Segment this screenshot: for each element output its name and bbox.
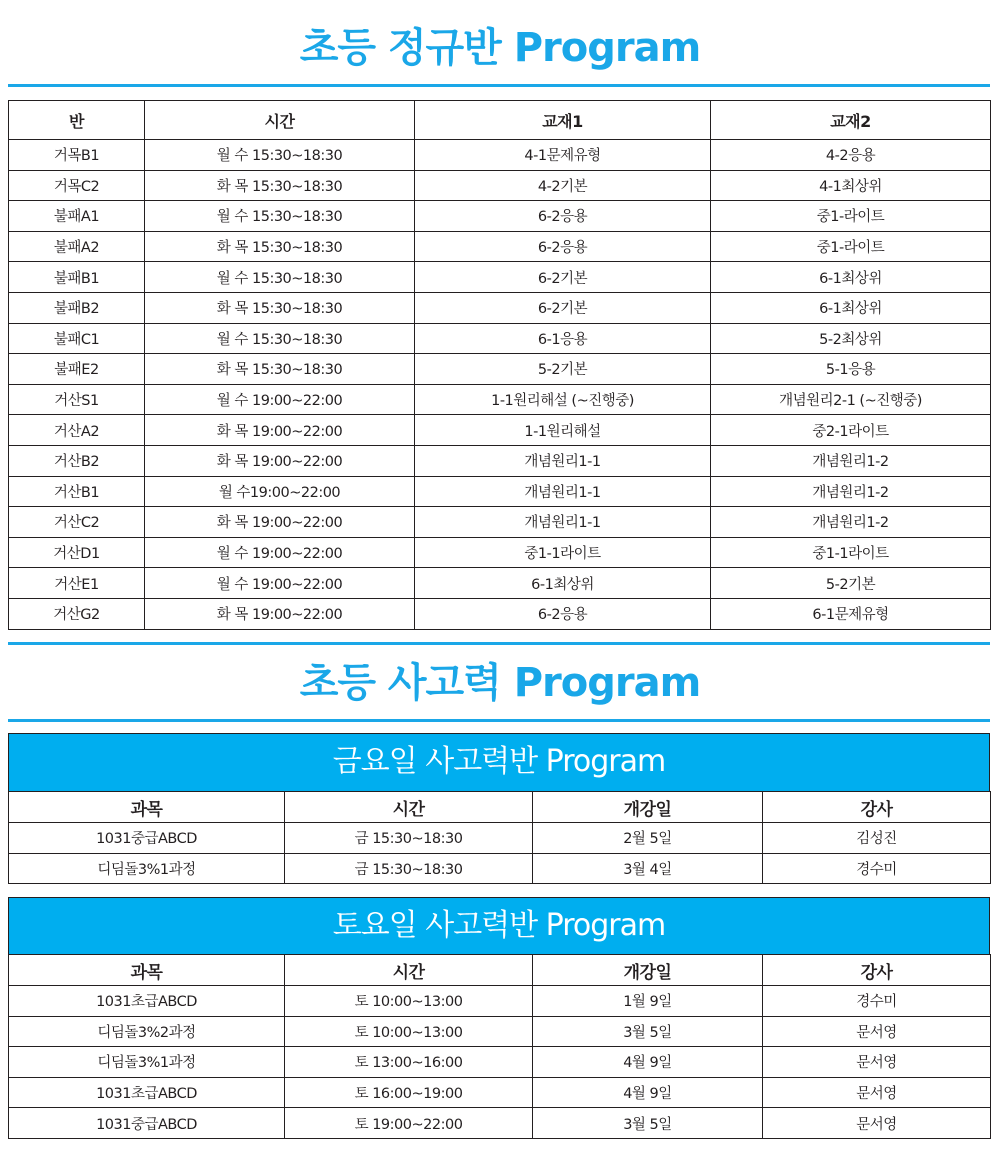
instructor-cell: 경수미 bbox=[763, 853, 991, 884]
textbook-2-cell: 중1-라이트 bbox=[711, 201, 991, 232]
subject-cell: 디딤돌3%1과정 bbox=[9, 853, 285, 884]
header-start-date: 개강일 bbox=[533, 792, 763, 823]
header-instructor: 강사 bbox=[763, 792, 991, 823]
time-cell: 화 목 15:30~18:30 bbox=[145, 231, 415, 262]
textbook-1-cell: 중1-1라이트 bbox=[415, 537, 711, 568]
header-time: 시간 bbox=[285, 955, 533, 986]
table-row bbox=[9, 231, 991, 262]
instructor-cell: 문서영 bbox=[763, 1077, 991, 1108]
textbook-1-cell: 6-2기본 bbox=[415, 292, 711, 323]
friday-banner: 금요일 사고력반 Program bbox=[8, 733, 990, 792]
section-divider bbox=[8, 642, 990, 645]
textbook-2-cell: 중2-1라이트 bbox=[711, 415, 991, 446]
textbook-2-cell: 중1-라이트 bbox=[711, 231, 991, 262]
textbook-2-cell: 개념원리1-2 bbox=[711, 476, 991, 507]
table-row bbox=[9, 415, 991, 446]
table-header-row bbox=[9, 101, 991, 140]
textbook-1-cell: 6-2응용 bbox=[415, 598, 711, 629]
time-cell: 월 수 15:30~18:30 bbox=[145, 262, 415, 293]
textbook-2-cell: 6-1최상위 bbox=[711, 292, 991, 323]
textbook-1-cell: 4-2기본 bbox=[415, 170, 711, 201]
class-cell: 거목C2 bbox=[9, 170, 145, 201]
table-row bbox=[9, 823, 991, 854]
textbook-2-cell: 6-1최상위 bbox=[711, 262, 991, 293]
textbook-1-cell: 6-2응용 bbox=[415, 201, 711, 232]
table-row bbox=[9, 323, 991, 354]
regular-table-body bbox=[9, 140, 991, 630]
instructor-cell: 문서영 bbox=[763, 1047, 991, 1078]
textbook-1-cell: 1-1원리해설 (~진행중) bbox=[415, 384, 711, 415]
time-cell: 월 수 19:00~22:00 bbox=[145, 384, 415, 415]
textbook-2-cell: 중1-1라이트 bbox=[711, 537, 991, 568]
textbook-1-cell: 개념원리1-1 bbox=[415, 445, 711, 476]
subject-cell: 1031중급ABCD bbox=[9, 1108, 285, 1139]
time-cell: 토 13:00~16:00 bbox=[285, 1047, 533, 1078]
table-row bbox=[9, 1047, 991, 1078]
class-cell: 거산C2 bbox=[9, 507, 145, 538]
textbook-2-cell: 개념원리1-2 bbox=[711, 445, 991, 476]
textbook-1-cell: 6-1최상위 bbox=[415, 568, 711, 599]
time-cell: 금 15:30~18:30 bbox=[285, 823, 533, 854]
class-cell: 불패A2 bbox=[9, 231, 145, 262]
textbook-1-cell: 4-1문제유형 bbox=[415, 140, 711, 171]
class-cell: 불패B1 bbox=[9, 262, 145, 293]
header-textbook-1: 교재1 bbox=[415, 101, 711, 140]
table-header-row bbox=[9, 792, 991, 823]
class-cell: 불패B2 bbox=[9, 292, 145, 323]
class-cell: 거산B1 bbox=[9, 476, 145, 507]
textbook-2-cell: 4-1최상위 bbox=[711, 170, 991, 201]
regular-program-title: 초등 정규반 Program bbox=[299, 25, 701, 71]
subject-cell: 디딤돌3%1과정 bbox=[9, 1047, 285, 1078]
start-date-cell: 2월 5일 bbox=[533, 823, 763, 854]
textbook-1-cell: 6-2응용 bbox=[415, 231, 711, 262]
time-cell: 토 10:00~13:00 bbox=[285, 986, 533, 1017]
textbook-1-cell: 5-2기본 bbox=[415, 354, 711, 385]
textbook-2-cell: 개념원리2-1 (~진행중) bbox=[711, 384, 991, 415]
time-cell: 월 수 19:00~22:00 bbox=[145, 568, 415, 599]
time-cell: 월 수 15:30~18:30 bbox=[145, 323, 415, 354]
table-row bbox=[9, 1016, 991, 1047]
textbook-1-cell: 6-2기본 bbox=[415, 262, 711, 293]
time-cell: 토 19:00~22:00 bbox=[285, 1108, 533, 1139]
saturday-banner: 토요일 사고력반 Program bbox=[8, 897, 990, 955]
header-instructor: 강사 bbox=[763, 955, 991, 986]
textbook-2-cell: 6-1문제유형 bbox=[711, 598, 991, 629]
table-row bbox=[9, 476, 991, 507]
instructor-cell: 문서영 bbox=[763, 1016, 991, 1047]
saturday-schedule-table bbox=[8, 954, 991, 1139]
table-header-row bbox=[9, 955, 991, 986]
time-cell: 화 목 19:00~22:00 bbox=[145, 507, 415, 538]
regular-schedule-table bbox=[8, 100, 991, 630]
table-row bbox=[9, 140, 991, 171]
textbook-2-cell: 개념원리1-2 bbox=[711, 507, 991, 538]
textbook-1-cell: 6-1응용 bbox=[415, 323, 711, 354]
subject-cell: 1031초급ABCD bbox=[9, 1077, 285, 1108]
table-row bbox=[9, 445, 991, 476]
table-row bbox=[9, 201, 991, 232]
table-row bbox=[9, 568, 991, 599]
class-cell: 거산A2 bbox=[9, 415, 145, 446]
class-cell: 거산G2 bbox=[9, 598, 145, 629]
subject-cell: 1031초급ABCD bbox=[9, 986, 285, 1017]
start-date-cell: 3월 5일 bbox=[533, 1016, 763, 1047]
start-date-cell: 3월 5일 bbox=[533, 1108, 763, 1139]
class-cell: 거산E1 bbox=[9, 568, 145, 599]
table-row bbox=[9, 1108, 991, 1139]
start-date-cell: 4월 9일 bbox=[533, 1077, 763, 1108]
textbook-2-cell: 5-1응용 bbox=[711, 354, 991, 385]
header-time: 시간 bbox=[145, 101, 415, 140]
textbook-1-cell: 개념원리1-1 bbox=[415, 507, 711, 538]
instructor-cell: 경수미 bbox=[763, 986, 991, 1017]
class-cell: 거산B2 bbox=[9, 445, 145, 476]
header-time: 시간 bbox=[285, 792, 533, 823]
time-cell: 월 수 15:30~18:30 bbox=[145, 201, 415, 232]
time-cell: 금 15:30~18:30 bbox=[285, 853, 533, 884]
table-row bbox=[9, 853, 991, 884]
textbook-2-cell: 5-2최상위 bbox=[711, 323, 991, 354]
table-row bbox=[9, 537, 991, 568]
subject-cell: 1031중급ABCD bbox=[9, 823, 285, 854]
textbook-2-cell: 5-2기본 bbox=[711, 568, 991, 599]
table-row bbox=[9, 598, 991, 629]
title-underline bbox=[8, 719, 990, 722]
time-cell: 화 목 19:00~22:00 bbox=[145, 415, 415, 446]
time-cell: 화 목 19:00~22:00 bbox=[145, 598, 415, 629]
time-cell: 화 목 15:30~18:30 bbox=[145, 354, 415, 385]
textbook-2-cell: 4-2응용 bbox=[711, 140, 991, 171]
header-textbook-2: 교재2 bbox=[711, 101, 991, 140]
thinking-program-title: 초등 사고력 Program bbox=[299, 660, 701, 706]
time-cell: 화 목 19:00~22:00 bbox=[145, 445, 415, 476]
start-date-cell: 1월 9일 bbox=[533, 986, 763, 1017]
table-row bbox=[9, 292, 991, 323]
table-row bbox=[9, 170, 991, 201]
textbook-1-cell: 개념원리1-1 bbox=[415, 476, 711, 507]
table-row bbox=[9, 384, 991, 415]
class-cell: 거산S1 bbox=[9, 384, 145, 415]
table-row bbox=[9, 986, 991, 1017]
table-row bbox=[9, 507, 991, 538]
textbook-1-cell: 1-1원리해설 bbox=[415, 415, 711, 446]
header-start-date: 개강일 bbox=[533, 955, 763, 986]
class-cell: 거산D1 bbox=[9, 537, 145, 568]
start-date-cell: 4월 9일 bbox=[533, 1047, 763, 1078]
class-cell: 불패E2 bbox=[9, 354, 145, 385]
table-row bbox=[9, 354, 991, 385]
title-underline bbox=[8, 84, 990, 87]
time-cell: 월 수 19:00~22:00 bbox=[145, 537, 415, 568]
saturday-table-body bbox=[9, 986, 991, 1139]
instructor-cell: 김성진 bbox=[763, 823, 991, 854]
time-cell: 토 10:00~13:00 bbox=[285, 1016, 533, 1047]
time-cell: 토 16:00~19:00 bbox=[285, 1077, 533, 1108]
header-subject: 과목 bbox=[9, 955, 285, 986]
class-cell: 불패C1 bbox=[9, 323, 145, 354]
instructor-cell: 문서영 bbox=[763, 1108, 991, 1139]
start-date-cell: 3월 4일 bbox=[533, 853, 763, 884]
header-subject: 과목 bbox=[9, 792, 285, 823]
time-cell: 화 목 15:30~18:30 bbox=[145, 170, 415, 201]
subject-cell: 디딤돌3%2과정 bbox=[9, 1016, 285, 1047]
table-row bbox=[9, 1077, 991, 1108]
time-cell: 월 수 15:30~18:30 bbox=[145, 140, 415, 171]
header-class: 반 bbox=[9, 101, 145, 140]
time-cell: 화 목 15:30~18:30 bbox=[145, 292, 415, 323]
friday-table-body bbox=[9, 823, 991, 884]
class-cell: 거목B1 bbox=[9, 140, 145, 171]
table-row bbox=[9, 262, 991, 293]
class-cell: 불패A1 bbox=[9, 201, 145, 232]
friday-schedule-table bbox=[8, 791, 991, 884]
time-cell: 월 수19:00~22:00 bbox=[145, 476, 415, 507]
